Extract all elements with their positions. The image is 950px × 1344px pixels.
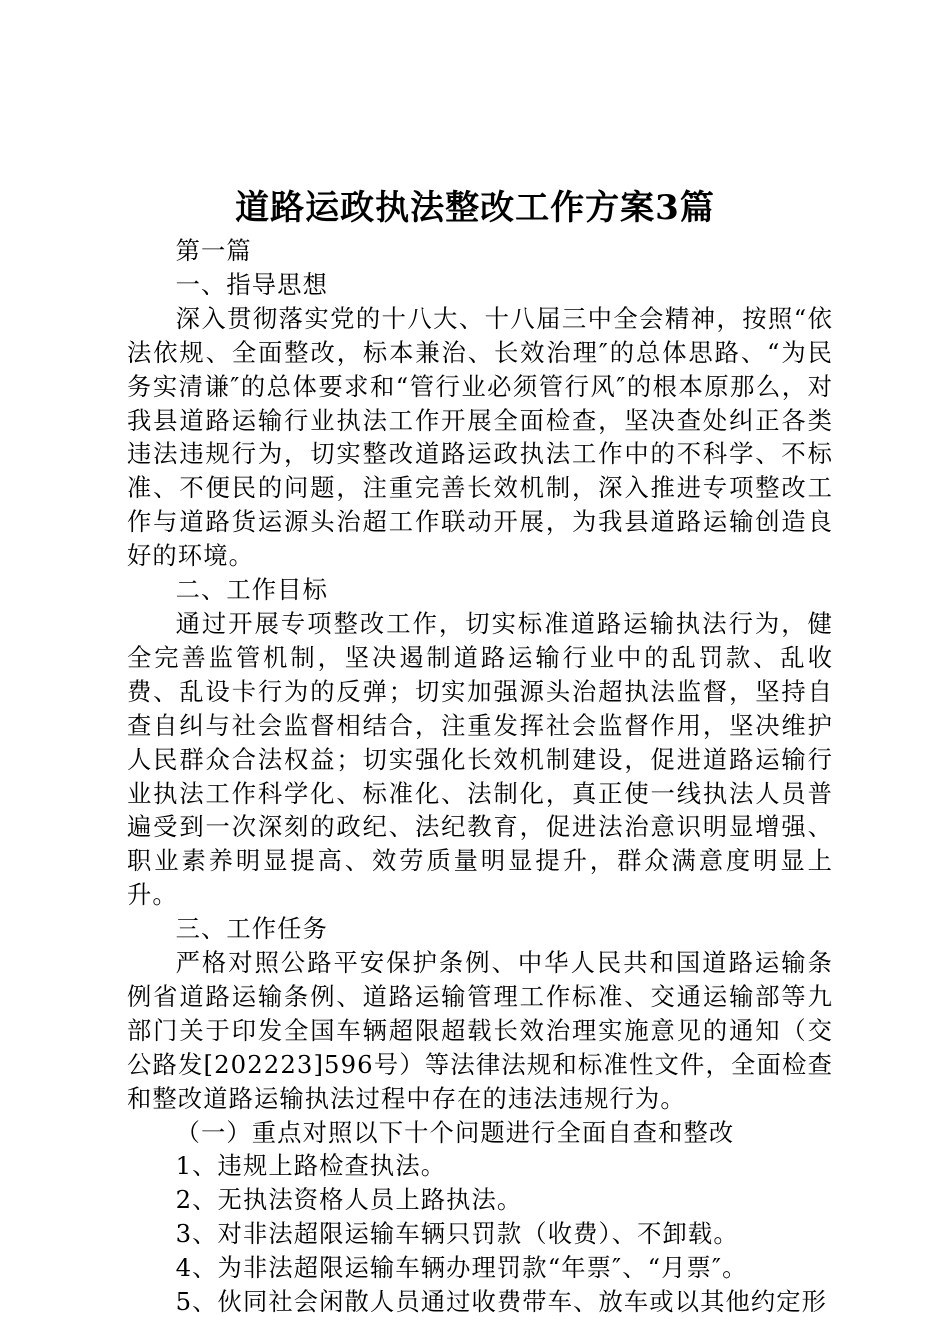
paragraph-work-tasks: 严格对照公路平安保护条例、中华人民共和国道路运输条例省道路运输条例、道路运输管理工作标准、交通运输部等九部门关于印发全国车辆超限超载长效治理实施意见的通知（交公路发[202223]596号）等法律法规和标准性文件，全面检查和整改道路运输执法过程中存在的违法违规行为。 — [127, 948, 833, 1113]
section-label: 第一篇 — [175, 236, 252, 265]
document-body — [127, 234, 833, 1319]
list-item: 1、违规上路检查执法。 — [175, 1151, 447, 1181]
paragraph-guiding-ideology: 深入贯彻落实党的十八大、十八届三中全会精神，按照“依法依规、全面整改，标本兼治、长效治理″的总体思路、“为民务实清谦″的总体要求和“管行业必须管行风″的根本原那么，对我县道路运输行业执法工作开展全面检查，坚决查处纠正各类违法违规行为，切实整改道路运政执法工作中的不科学、不标准、不便民的问题，注重完善长效机制，深入推进专项整改工作与道路货运源头治超工作联动开展，为我县道路运输创造良好的环境。 — [127, 303, 833, 571]
list-item: 2、无执法资格人员上路执法。 — [175, 1185, 523, 1215]
heading-work-goals: 二、工作目标 — [175, 575, 328, 605]
heading-guiding-ideology: 一、指导思想 — [175, 269, 328, 299]
list-item: 5、伙同社会闲散人员通过收费带车、放车或以其他约定形 — [175, 1287, 828, 1317]
list-item: 3、对非法超限运输车辆只罚款（收费）、不卸载。 — [175, 1219, 739, 1249]
paragraph-work-goals: 通过开展专项整改工作，切实标准道路运输执法行为，健全完善监管机制，坚决遏制道路运输行业中的乱罚款、乱收费、乱设卡行为的反弹；切实加强源头治超执法监督，坚持自查自纠与社会监督相结合，注重发挥社会监督作用，坚决维护人民群众合法权益；切实强化长效机制建设，促进道路运输行业执法工作科学化、标准化、法制化，真正使一线执法人员普遍受到一次深刻的政纪、法纪教育，促进法治意识明显增强、职业素养明显提高、效劳质量明显提升，群众满意度明显上升。 — [127, 608, 833, 910]
list-item: 4、为非法超限运输车辆办理罚款“年票″、“月票″。 — [175, 1253, 748, 1283]
subheading-key-issues: （一）重点对照以下十个问题进行全面自查和整改 — [175, 1117, 735, 1147]
heading-work-tasks: 三、工作任务 — [175, 914, 328, 944]
document-title: 道路运政执法整改工作方案3篇 — [235, 188, 715, 228]
